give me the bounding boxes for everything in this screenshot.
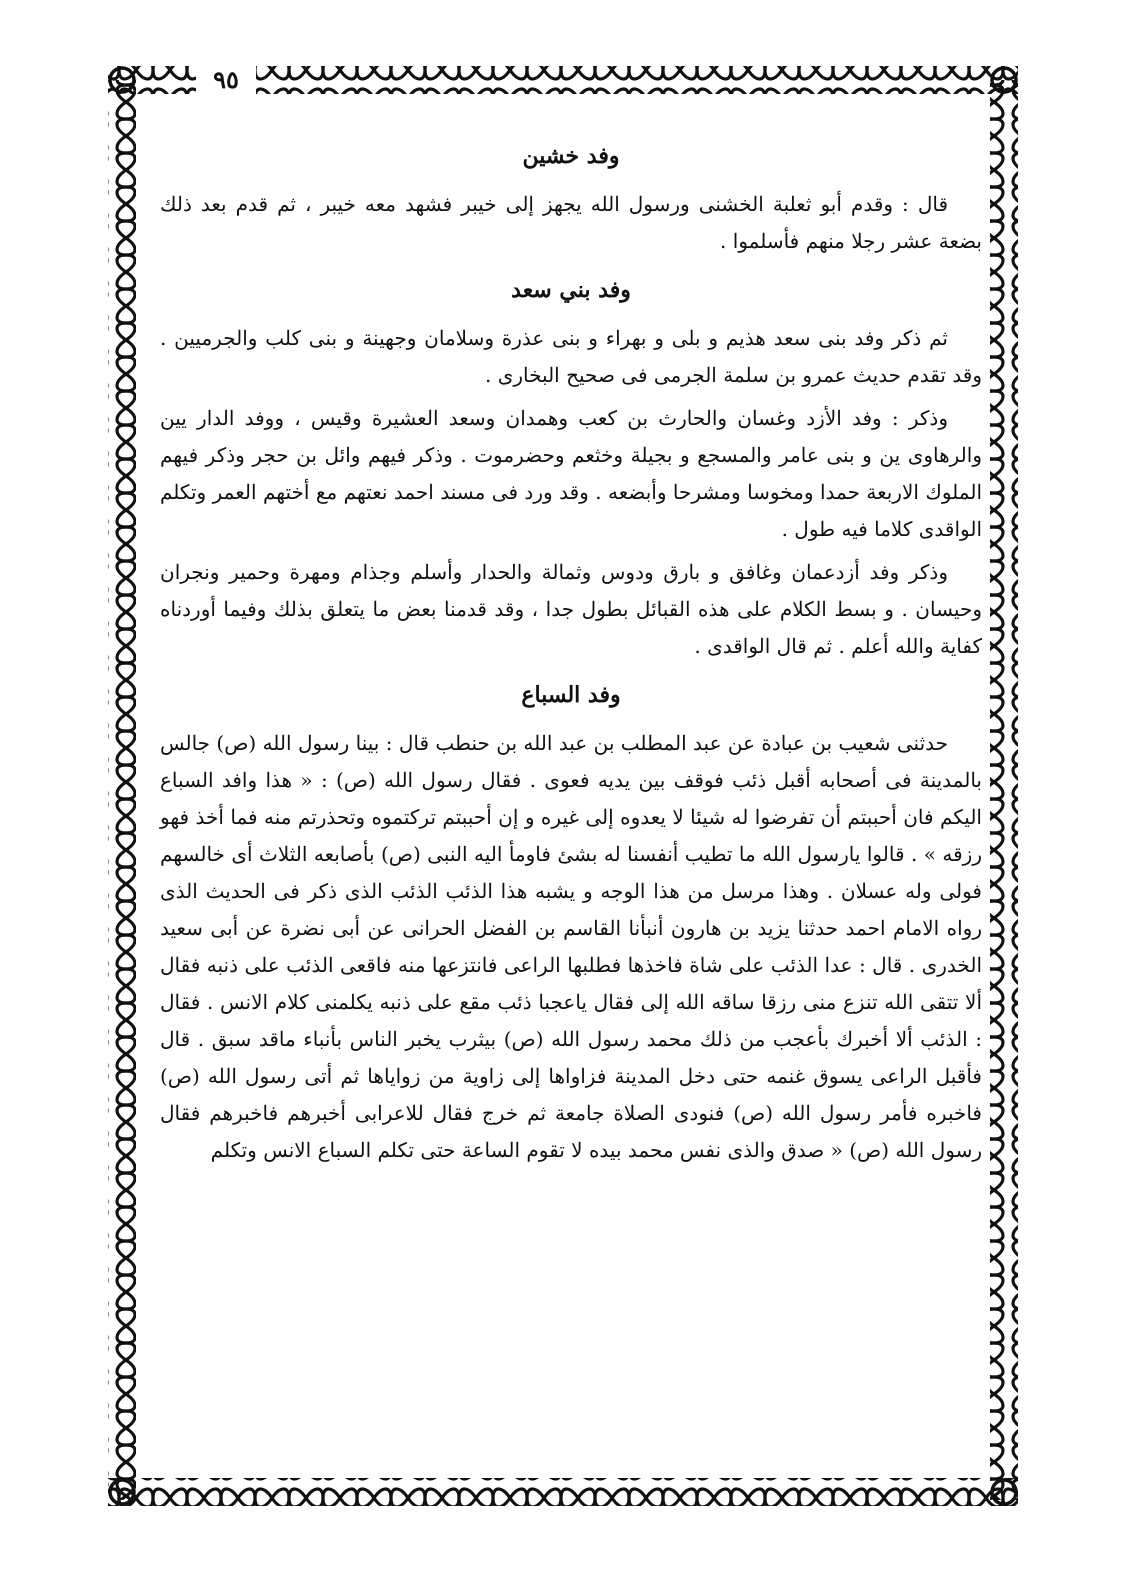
paragraph: ثم ذكر وفد بنى سعد هذيم و بلى و بهراء و بنى عذرة وسلامان وجهينة و بنى كلب والجرميين . وقد تقدم حديث عمرو بن سلمة الجرمى فى صحيح البخارى . xyxy=(160,326,982,387)
section-khushayn xyxy=(160,140,982,260)
paragraph: قال : وقدم أبو ثعلبة الخشنى ورسول الله يجهز إلى خيبر فشهد معه خيبر ، ثم قدم بعد ذلك بضعة عشر رجلا منهم فأسلموا . xyxy=(160,192,982,253)
paragraph: حدثنى شعيب بن عبادة عن عبد المطلب بن عبد الله بن حنطب قال : بينا رسول الله (ص) جالس بالمدينة فى أصحابه أقبل ذئب فوقف بين يديه فعوى . فقال رسول الله (ص) : « هذا وافد السباع اليكم فان أحببتم أن تفرضوا له شيئا لا يعدوه إلى غيره و إن أحببتم تركتموه وتحذرتم منه فما أخذ فهو رزقه » . قالوا يارسول الله ما تطيب أنفسنا له بشئ فاومأ اليه النبى (ص) بأصابعه الثلاث أى خالسهم فولى وله عسلان . وهذا مرسل من هذا الوجه و يشبه هذا الذئب الذئب الذى ذكر فى الحديث الذى رواه الامام احمد حدثنا يزيد بن هارون أنبأنا القاسم بن الفضل الحرانى عن أبى نضرة عن أبى سعيد الخدرى . قال : عدا الذئب على شاة فاخذها فطلبها الراعى فانتزعها منه فاقعى الذئب على ذنبه فقال ألا تتقى الله تنزع منى رزقا ساقه الله إلى فقال ياعجبا ذئب مقع على ذنبه يكلمنى كلام الانس . فقال : الذئب ألا أخبرك بأعجب من ذلك محمد رسول الله (ص) بيثرب يخبر الناس بأنباء ماقد سبق . قال فأقبل الراعى يسوق غنمه حتى دخل المدينة فزاواها إلى زاوية من زواياها ثم أتى رسول الله (ص) فاخبره فأمر رسول الله (ص) فنودى الصلاة جامعة ثم خرج فقال للاعرابى أخبرهم فاخبرهم فقال رسول الله (ص) « صدق والذى نفس محمد بيده لا تقوم الساعة حتى تكلم السباع الانس وتكلم xyxy=(160,731,982,1162)
section-heading: وفد بني سعد xyxy=(511,277,631,303)
section-heading: وفد خشين xyxy=(522,143,620,169)
page-number: ٩٥ xyxy=(196,62,256,98)
section-bani-saad xyxy=(160,274,982,665)
paragraph: وذكر وفد أزدعمان وغافق و بارق ودوس وثمالة والحدار وأسلم وجذام ومهرة وحمير ونجران وحيسان . و بسط الكلام على هذه القبائل بطول جدا ، وقد قدمنا بعض ما يتعلق بذلك وفيما أوردناه كفاية والله أعلم . ثم قال الواقدى . xyxy=(160,560,982,658)
page-body xyxy=(160,140,982,1175)
section-sibaa xyxy=(160,679,982,1169)
section-heading: وفد السباع xyxy=(521,682,621,708)
paragraph: وذكر : وفد الأزد وغسان والحارث بن كعب وهمدان وسعد العشيرة وقيس ، ووفد الدار يين والرهاوى ين و بنى عامر والمسجع و بجيلة وخثعم وحضرموت . وذكر فيهم وائل بن حجر وذكر فيهم الملوك الاربعة حمدا ومخوسا ومشرحا وأبضعه . وقد ورد فى مسند احمد نعتهم مع أختهم العمر وتكلم الواقدى كلاما فيه طول . xyxy=(160,406,982,541)
